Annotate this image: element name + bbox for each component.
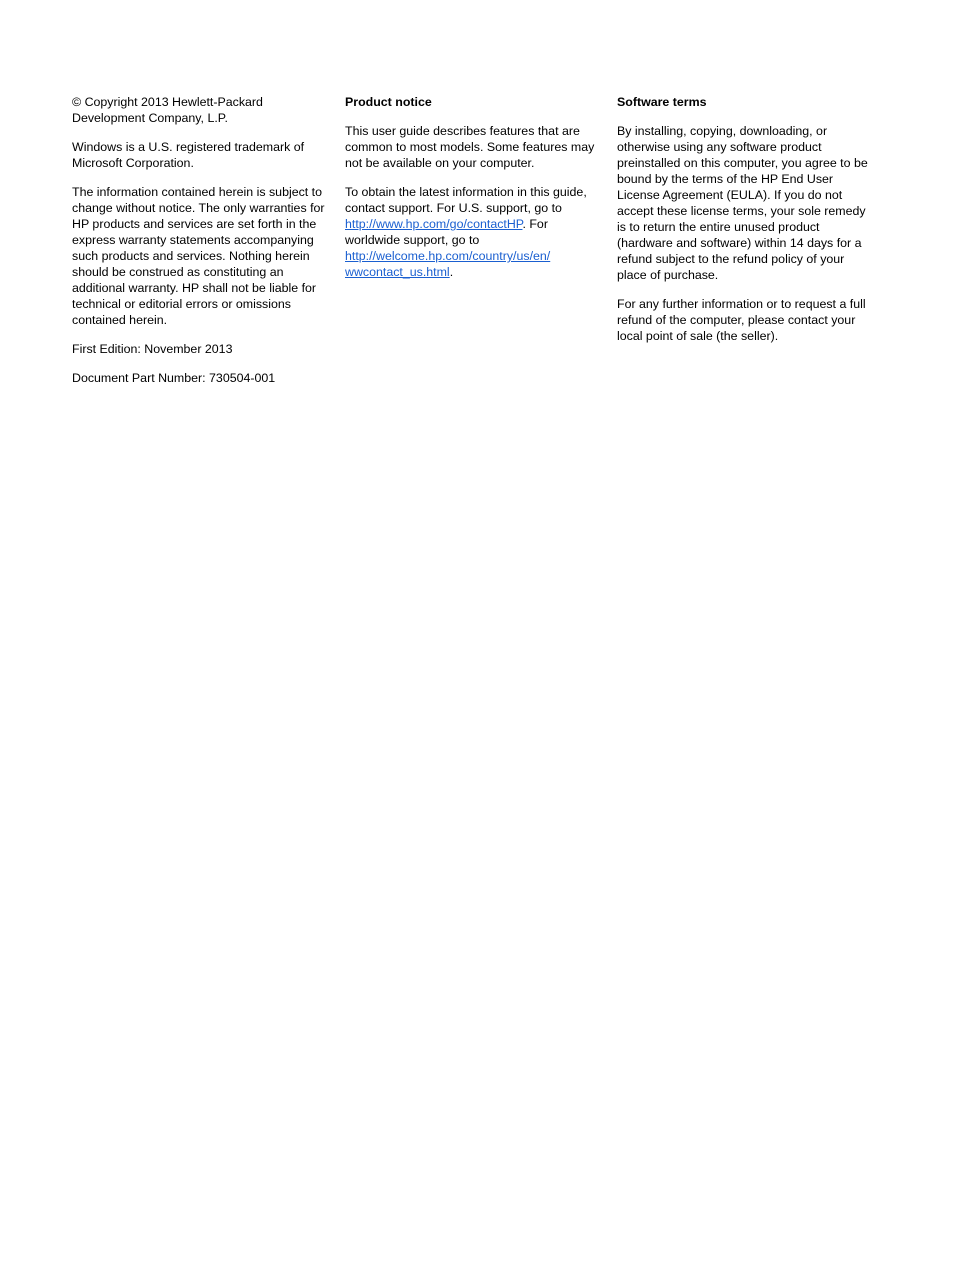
software-terms-column — [617, 94, 869, 357]
legal-info-column — [72, 94, 330, 399]
refund-paragraph: For any further information or to request a full refund of the computer, please contact your local point of sale (the seller). — [617, 297, 866, 343]
edition-text: First Edition: November 2013 — [72, 342, 233, 356]
disclaimer-text: The information contained herein is subject to change without notice. The only warranties for HP products and services are set forth in the express warranty statements accompanying such products and services. Nothing herein should be construed as constituting an additional warranty. HP shall not be liable for technical or editorial errors or omissions contained herein. — [72, 185, 325, 327]
software-terms-heading: Software terms — [617, 95, 707, 109]
worldwide-support-link[interactable] — [345, 249, 550, 279]
support-end-text: . — [449, 265, 454, 279]
part-number-text: Document Part Number: 730504-001 — [72, 371, 276, 385]
trademark-text: Windows is a U.S. registered trademark of Microsoft Corporation. — [72, 140, 305, 170]
copyright-text: © Copyright 2013 Hewlett-Packard Development Company, L.P. — [72, 95, 263, 125]
support-intro-text: To obtain the latest information in this guide, contact support. For U.S. support, go to — [345, 185, 587, 215]
worldwide-link-line2: wwcontact_us.html — [345, 265, 450, 279]
support-paragraph — [345, 184, 603, 280]
eula-paragraph: By installing, copying, downloading, or otherwise using any software product preinstalled on this computer, you agree to be bound by the terms of the HP End User License Agreement (EULA). If you do not accept these license terms, your sole remedy is to return the entire unused product (hardware and software) within 14 days for a refund subject to the refund policy of your place of purchase. — [617, 124, 868, 282]
product-notice-heading: Product notice — [345, 95, 432, 109]
support-middle-text: . For worldwide support, go to — [345, 217, 548, 247]
product-notice-column — [345, 94, 603, 293]
us-support-link[interactable]: http://www.hp.com/go/contactHP — [345, 217, 523, 231]
worldwide-link-line1: http://welcome.hp.com/country/us/en/ — [345, 249, 551, 263]
product-notice-paragraph: This user guide describes features that are common to most models. Some features may not be available on your computer. — [345, 124, 595, 170]
